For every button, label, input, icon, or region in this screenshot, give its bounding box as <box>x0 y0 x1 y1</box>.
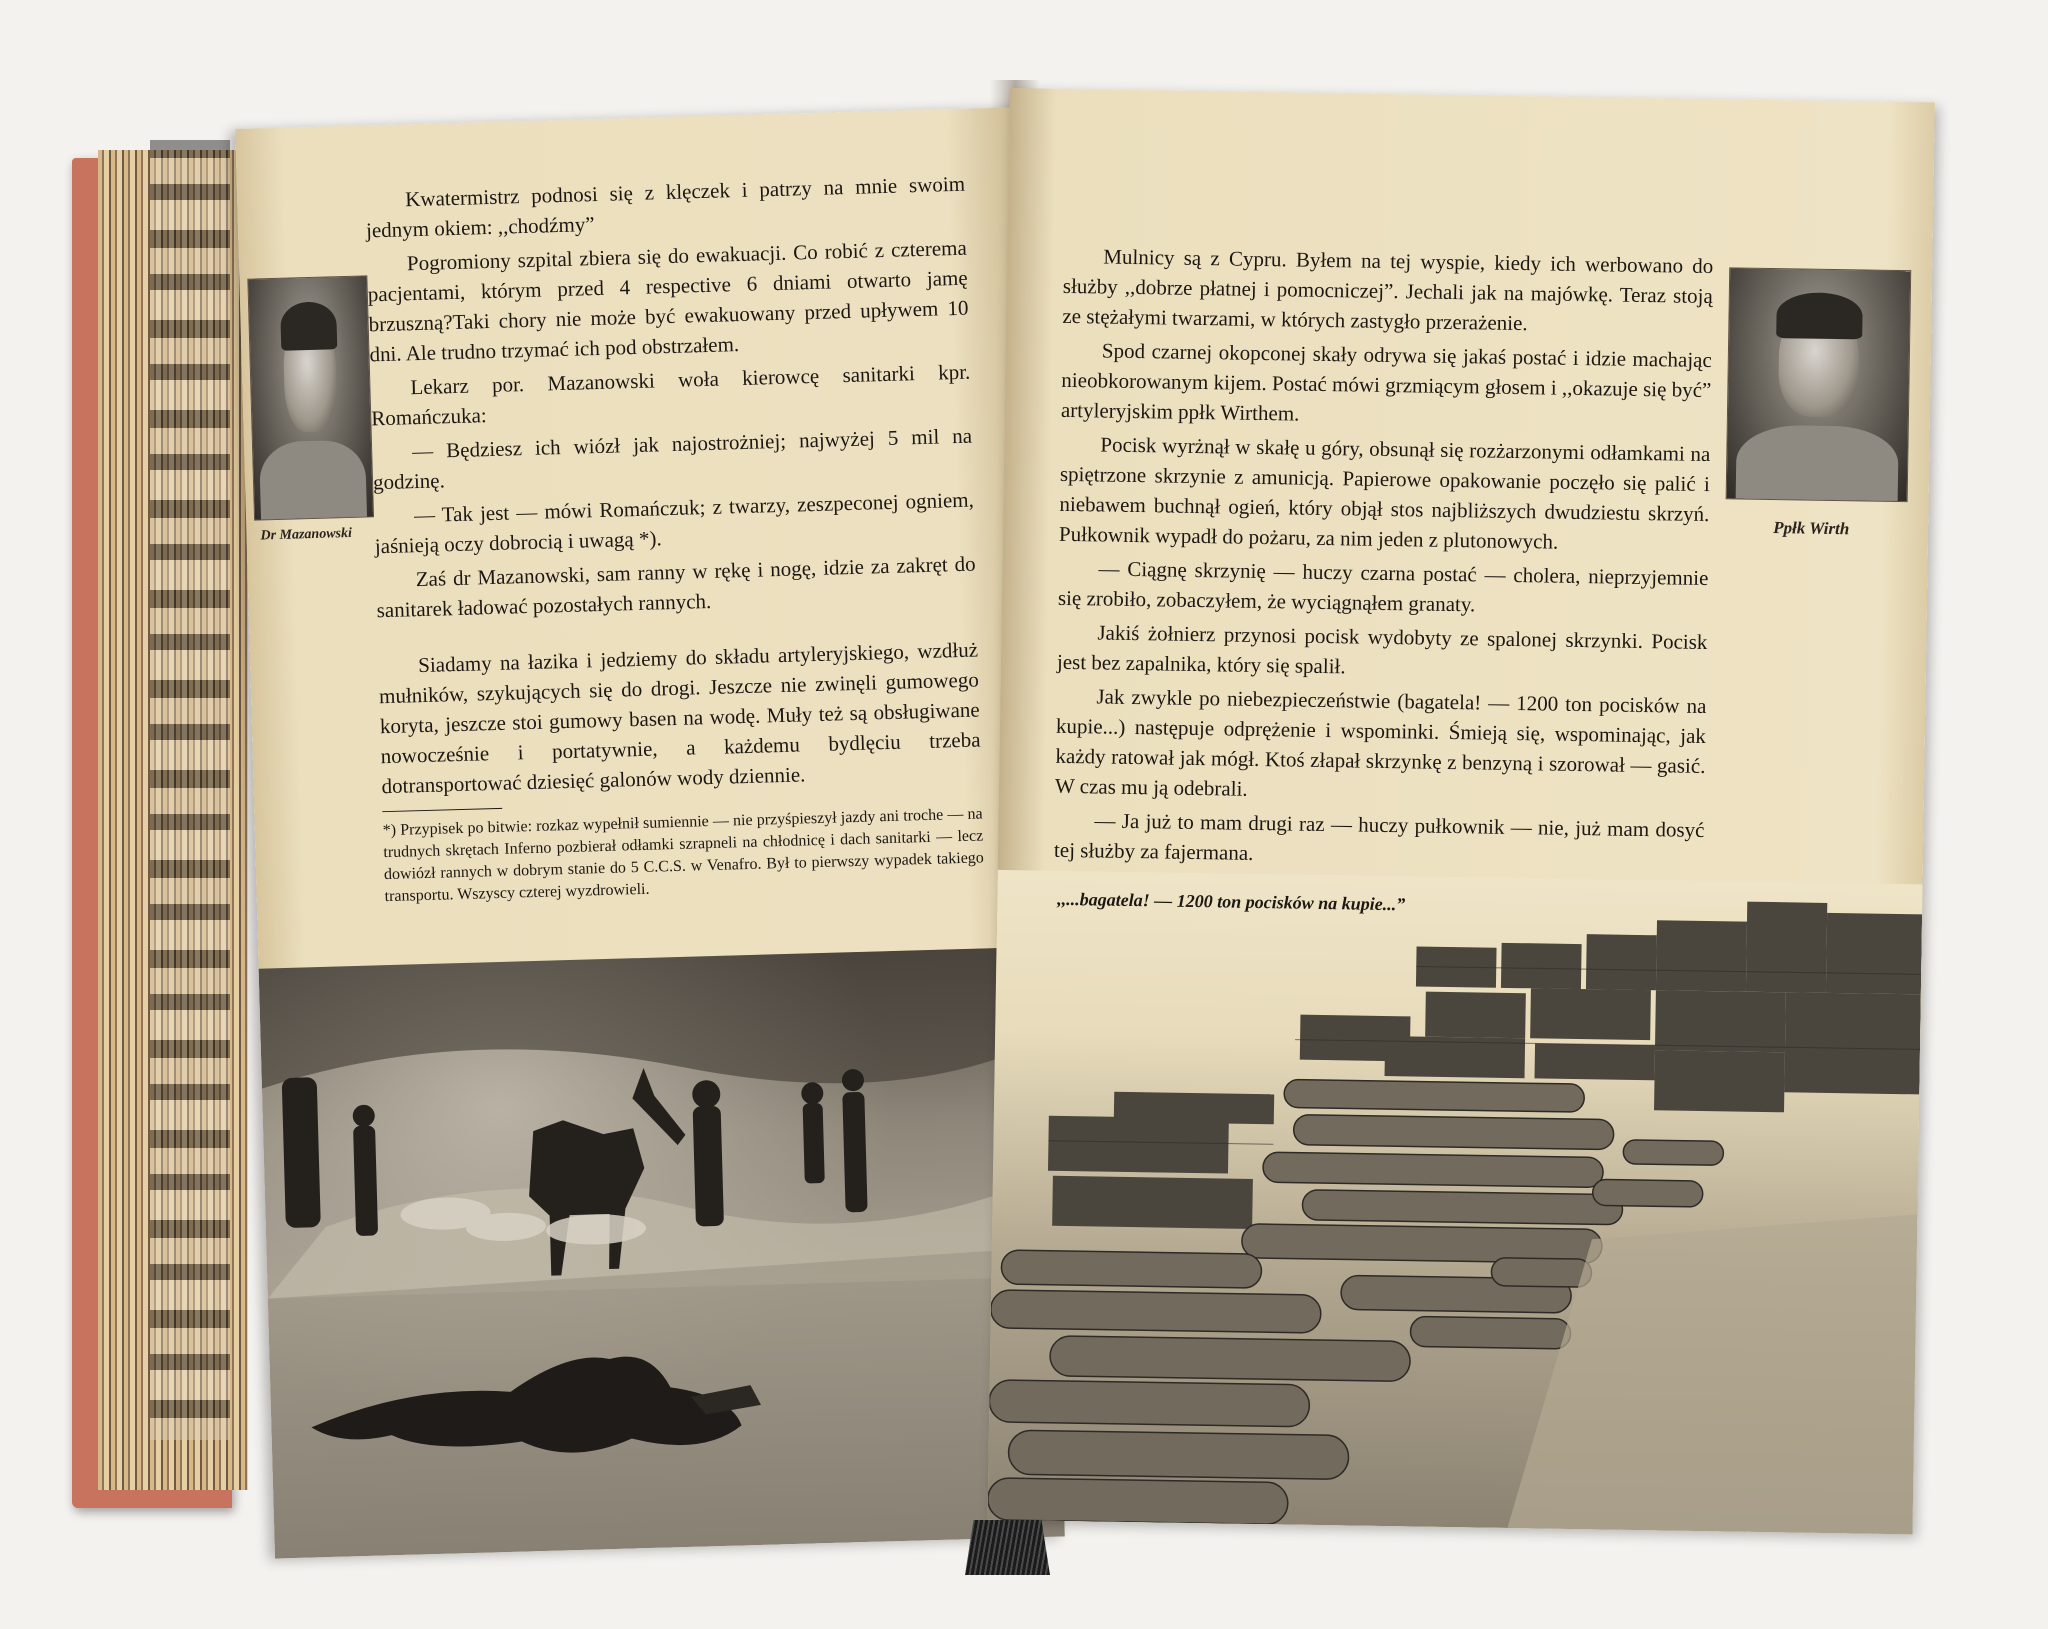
paragraph: — Ja już to mam drugi raz — huczy pułkownik — nie, już mam dosyć tej służby za fajermana. <box>1053 808 1705 865</box>
portrait-caption-left: Dr Mazanowski <box>260 525 353 544</box>
paragraph: Jakiś żołnierz przynosi pocisk wydobyty ze spalonej skrzynki. Pocisk jest bez zapalnika, który się spalił. <box>1056 620 1708 679</box>
paragraph: Pocisk wyrżnął w skałę u góry, obsunął się rozżarzonymi odłamkami na spiętrzone skrzynie z amunicją. Papierowe opakowanie poczęło się palić i niebawem buchnął ogień, który objął stos najbliższych dwudziestu skrzyń. Pułkownik wypadł do pożaru, za nim jeden z plutonowych. <box>1058 432 1711 554</box>
paragraph: Lekarz por. Mazanowski woła kierowcę sanitarki kpr. Romańczuka: <box>370 359 971 431</box>
paragraph: Siadamy na łazika i jedziemy do składu artyleryjskiego, wzdłuż mułników, szykujących się do drogi. Jeszcze nie zwinęli gumowego koryta, jeszcze stoi gumowy basen na wodę. Muły też są obsługiwane nowocześnie i portatywnie, a każdemu bydlęciu trzeba dotransportować dziesięć galonów wody dziennie. <box>378 637 981 799</box>
portrait-wirth <box>1726 267 1912 502</box>
left-page-text <box>365 169 985 912</box>
inserted-clippings <box>150 140 230 1440</box>
paragraph: Mulnicy są z Cypru. Byłem na tej wyspie, kiedy ich werbowano do służby ,,dobrze płatnej i pomocniczej”. Jechali jak na majówkę. Teraz stoją ze stężałymi twarzami, w których zastygło przerażenie. <box>1062 244 1714 336</box>
paragraph: Kwatermistrz podnosi się z klęczek i patrzy na mnie swoim jednym okiem: ,,chodźmy” <box>365 171 966 243</box>
footnote-rule <box>382 808 502 812</box>
right-page <box>988 88 1935 1534</box>
paragraph: Zaś dr Mazanowski, sam ranny w rękę i nogę, idzie za zakręt do sanitarek ładować pozostałych rannych. <box>376 551 976 623</box>
right-page-text <box>1054 241 1714 879</box>
paragraph: Spod czarnej okopconej skały odrywa się jakaś postać i idzie machając nieobkorowanym kijem. Postać mówi grzmiącym głosem i ,,okazuje się być” artyleryjskim ppłk Wirthem. <box>1060 338 1713 426</box>
footnote: *) Przypisek po bitwie: rozkaz wypełnił sumiennie — nie przyśpieszył jazdy ani troche — na trudnych skrętach Inferno pozbierał odłamki szrapneli na chłodnicę i dach sanitarki — lecz dowiózł rannych w dobrym stanie do 5 C.C.S. w Venafro. Był to pierwszy wypadek takiego transportu. Wszyscy czterej wyzdrowieli. <box>382 805 985 906</box>
portrait-hair <box>1776 292 1863 339</box>
paragraph: Pogromiony szpital zbiera się do ewakuacji. Co robić z czterema pacjentami, którym przed 4 respective 6 dniami otwarto jamę brzuszną?Taki chory nie może być ewakuowany przed upływem 10 dni. Ale trudno trzymać ich pod obstrzałem. <box>367 235 969 367</box>
photo-mules-drawing <box>259 947 1065 1559</box>
photo-ammunition-stacks <box>988 870 1923 1534</box>
paragraph: Jak zwykle po niebezpieczeństwie (bagatela! — 1200 ton pocisków na kupie...) następuje odprężenie i wspominki. Śmieją się, wspominając, jak każdy ratował jak mógł. Ktoś złapał skrzynkę z benzyną i szorował — gasić. W czas mu ją odebrali. <box>1054 684 1707 801</box>
bookmark-ribbon <box>965 1520 1050 1575</box>
photo-caption-right: ,,...bagatela! — 1200 ton pocisków na kupie...” <box>1057 888 1406 915</box>
portrait-caption-right: Ppłk Wirth <box>1773 518 1850 539</box>
paragraph: — Ciągnę skrzynię — huczy czarna postać — cholera, nieprzyjemnie się zrobiło, zobaczyłem, że wyciągnąłem granaty. <box>1057 556 1709 617</box>
portrait-hair <box>280 301 338 351</box>
photo-ammunition-drawing <box>988 870 1923 1534</box>
portrait-mazanowski <box>247 275 374 520</box>
paragraph: — Będziesz ich wiózł jak najostrożniej; najwyżej 5 mil na godzinę. <box>372 423 973 495</box>
left-page <box>235 107 1065 1559</box>
portrait-torso <box>259 440 368 521</box>
photo-mules-camp <box>259 947 1065 1559</box>
portrait-torso <box>1735 425 1898 502</box>
paragraph: — Tak jest — mówi Romańczuk; z twarzy, zeszpeconej ogniem, jaśnieją oczy dobrocią i uwagą *). <box>374 487 975 559</box>
